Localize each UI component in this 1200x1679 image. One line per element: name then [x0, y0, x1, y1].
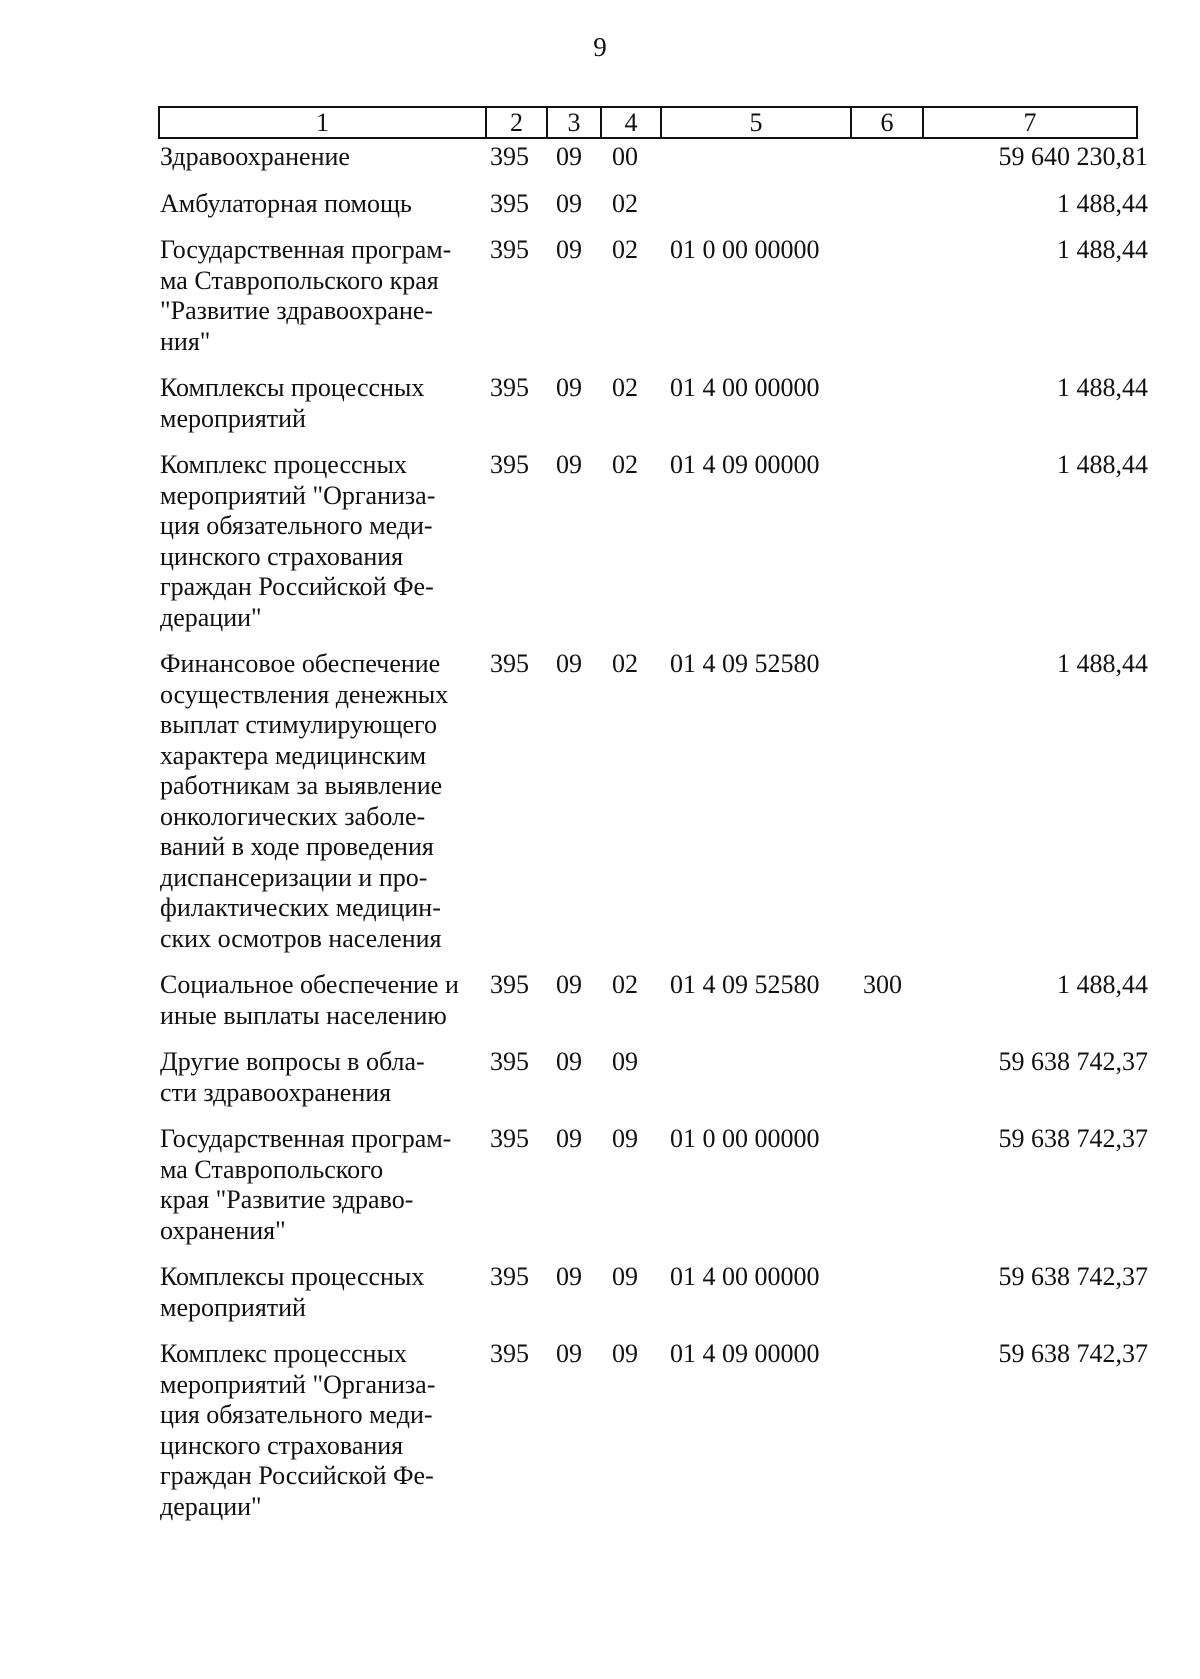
- row-col-7: 59 638 742,37: [998, 1047, 1148, 1076]
- row-col-2: 395: [490, 235, 529, 264]
- row-name: Амбулаторная помощь: [160, 188, 412, 218]
- row-col-7: 1 488,44: [1057, 649, 1148, 678]
- row-col-3: 09: [556, 450, 582, 479]
- header-col-2: 2: [487, 108, 548, 137]
- row-col-2: 395: [490, 450, 529, 479]
- row-col-2: 395: [490, 142, 529, 171]
- table-row: [158, 235, 1148, 357]
- row-col-7: 1 488,44: [1057, 450, 1148, 479]
- page-number: 9: [593, 32, 607, 62]
- row-col-4: 09: [612, 1262, 638, 1291]
- row-col-2: 395: [490, 649, 529, 678]
- row-col-6: [863, 1339, 953, 1522]
- row-col-4: 02: [612, 649, 638, 678]
- row-col-4: 09: [612, 1047, 638, 1076]
- table-row: [158, 649, 1148, 954]
- row-col-3: 09: [556, 373, 582, 402]
- table-row: [158, 142, 1148, 173]
- row-col-2: 395: [490, 1262, 529, 1291]
- row-col-7: 59 638 742,37: [998, 1262, 1148, 1291]
- row-col-6: [863, 142, 953, 173]
- row-col-4: 09: [612, 1124, 638, 1153]
- row-col-6: [863, 1124, 953, 1246]
- row-col-2: 395: [490, 1047, 529, 1076]
- header-col-4: 4: [602, 108, 662, 137]
- row-col-3: 09: [556, 142, 582, 171]
- header-col-6: 6: [852, 108, 924, 137]
- row-col-7: 59 640 230,81: [998, 142, 1148, 171]
- header-col-5: 5: [662, 108, 852, 137]
- row-col-2: 395: [490, 373, 529, 402]
- row-col-6: [863, 649, 953, 954]
- row-col-3: 09: [556, 1124, 582, 1153]
- table-row: [158, 1262, 1148, 1323]
- row-col-3: 09: [556, 1262, 582, 1291]
- row-col-6: [863, 373, 953, 434]
- row-col-5: 01 4 09 00000: [670, 1339, 820, 1368]
- row-col-6: 300: [863, 970, 902, 999]
- row-col-3: 09: [556, 235, 582, 264]
- row-col-5: 01 4 09 52580: [670, 649, 820, 678]
- row-col-2: 395: [490, 1124, 529, 1153]
- row-col-6: [863, 450, 953, 633]
- table-header: [158, 106, 1138, 139]
- row-col-7: 59 638 742,37: [998, 1339, 1148, 1368]
- row-col-3: 09: [556, 1047, 582, 1076]
- table-row: [158, 1047, 1148, 1108]
- row-name: Государственная програм- ма Ставропольского края "Развитие здраво- охранения": [160, 1124, 452, 1245]
- row-col-5: 01 4 00 00000: [670, 1262, 820, 1291]
- row-col-7: 1 488,44: [1057, 235, 1148, 264]
- row-col-7: 1 488,44: [1057, 373, 1148, 402]
- table-row: [158, 189, 1148, 220]
- row-col-4: 09: [612, 1339, 638, 1368]
- row-name: Здравоохранение: [160, 142, 350, 171]
- header-col-1: 1: [160, 108, 487, 137]
- row-col-3: 09: [556, 970, 582, 999]
- row-name: Комплексы процессных мероприятий: [160, 1262, 425, 1322]
- row-col-5: 01 0 00 00000: [670, 235, 820, 264]
- row-col-6: [863, 1262, 953, 1323]
- row-name: Государственная програм- ма Ставропольского края "Развитие здравоохране- ния": [160, 235, 452, 356]
- row-col-3: 09: [556, 188, 582, 218]
- row-col-4: 00: [612, 142, 638, 171]
- row-col-4: 02: [612, 188, 638, 218]
- row-name: Комплексы процессных мероприятий: [160, 373, 425, 433]
- row-col-2: 395: [490, 188, 529, 218]
- header-col-7: 7: [1023, 108, 1037, 137]
- table-row: [158, 450, 1148, 633]
- table-row: [158, 1339, 1148, 1522]
- row-name: Социальное обеспечение и иные выплаты населению: [160, 970, 459, 1030]
- row-col-6: [863, 1047, 953, 1108]
- row-col-7: 1 488,44: [1057, 188, 1148, 218]
- row-col-4: 02: [612, 970, 638, 999]
- row-col-6: [863, 235, 953, 357]
- row-name: Комплекс процессных мероприятий "Организа- ция обязательного меди- цинского страхования граждан Российской Фе- дерации": [160, 1339, 436, 1521]
- row-col-4: 02: [612, 373, 638, 402]
- row-col-7: 59 638 742,37: [998, 1124, 1148, 1153]
- table-row: [158, 1124, 1148, 1246]
- row-name: Комплекс процессных мероприятий "Организа- ция обязательного меди- цинского страхования граждан Российской Фе- дерации": [160, 450, 436, 632]
- row-col-4: 02: [612, 450, 638, 479]
- header-col-3: 3: [548, 108, 602, 137]
- row-col-3: 09: [556, 649, 582, 678]
- row-col-5: [670, 189, 863, 220]
- row-col-5: 01 4 00 00000: [670, 373, 820, 402]
- row-col-2: 395: [490, 1339, 529, 1368]
- row-col-5: 01 4 09 52580: [670, 970, 820, 999]
- row-col-6: [863, 189, 953, 220]
- row-col-2: 395: [490, 970, 529, 999]
- row-col-3: 09: [556, 1339, 582, 1368]
- row-col-5: [670, 1047, 863, 1108]
- row-col-4: 02: [612, 235, 638, 264]
- row-name: Финансовое обеспечение осуществления денежных выплат стимулирующего характера медицинским работникам за выявление онкологических заболе- ваний в ходе проведения диспансеризации и про- филактических медицин- ских осмотров населения: [160, 649, 449, 953]
- table-row: [158, 970, 1148, 1031]
- row-col-7: 1 488,44: [1057, 970, 1148, 999]
- row-col-5: 01 0 00 00000: [670, 1124, 820, 1153]
- row-col-5: 01 4 09 00000: [670, 450, 820, 479]
- row-col-5: [670, 142, 863, 173]
- table-row: [158, 373, 1148, 434]
- table-body: [158, 142, 1148, 1522]
- row-name: Другие вопросы в обла- сти здравоохранения: [160, 1047, 425, 1107]
